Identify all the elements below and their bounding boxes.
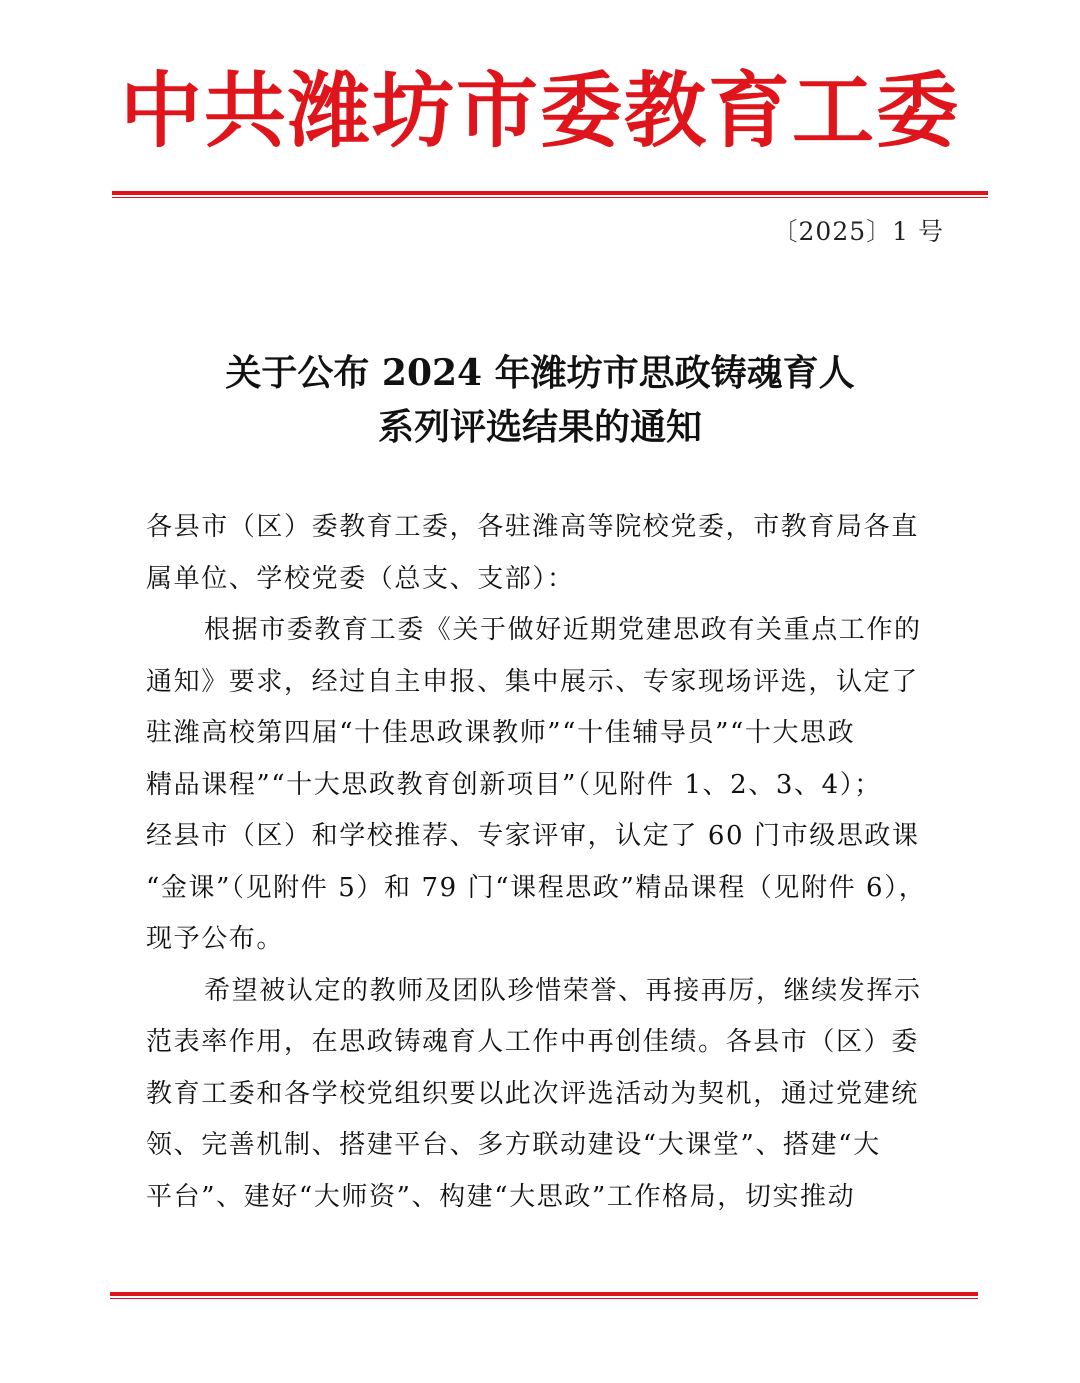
body-line: 精品课程”“十大思政教育创新项目”（见附件 1、2、3、4）； [146,769,882,800]
body-line: 范表率作用，在思政铸魂育人工作中再创佳绩。各县市（区）委 [146,1027,919,1057]
body-line: 驻潍高校第四届“十佳思政课教师”“十佳辅导员”“十大思政 [146,718,856,748]
notice-title-line-2: 系列评选结果的通知 [377,406,702,448]
document-number: 〔2025〕1 号 [772,217,944,246]
body-line: 平台”、建好“大师资”、构建“大思政”工作格局，切实推动 [146,1181,856,1212]
body-line: 教育工委和各学校党组织要以此次评选活动为契机，通过党建统 [146,1078,919,1109]
footer-rule [110,1292,978,1299]
notice-title [0,346,1080,454]
notice-body [146,502,946,1223]
body-line: 现予公布。 [146,924,285,954]
body-line: “金课”（见附件 5）和 79 门“课程思政”精品课程（见附件 6）， [146,872,927,903]
body-line: 领、完善机制、搭建平台、多方联动建设“大课堂”、搭建“大 [146,1130,881,1160]
masthead-title: 中共潍坊市委教育工委 [119,64,960,159]
notice-title-line-1: 关于公布 2024 年潍坊市思政铸魂育人 [225,352,855,394]
body-line: 各县市（区）委教育工委，各驻潍高等院校党委，市教育局各直 [146,512,919,542]
body-line: 通知》要求，经过自主申报、集中展示、专家现场评选，认定了 [146,666,919,697]
body-line: 属单位、学校党委（总支、支部）： [146,563,575,594]
body-line: 根据市委教育工委《关于做好近期党建思政有关重点工作的 [204,615,922,645]
masthead-rule [112,191,988,198]
body-line: 经县市（区）和学校推荐、专家评审，认定了 60 门市级思政课 [146,821,920,851]
body-line: 希望被认定的教师及团队珍惜荣誉、再接再厉，继续发挥示 [204,975,922,1006]
